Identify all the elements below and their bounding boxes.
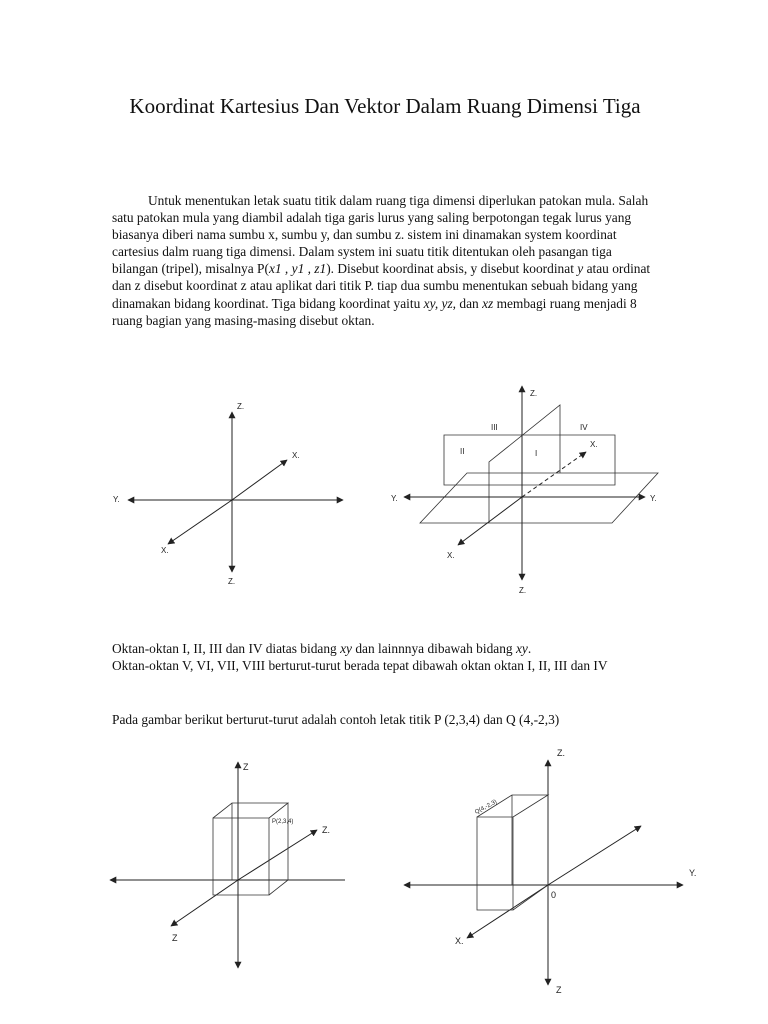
figure-point-p <box>110 762 345 968</box>
fig2-label-z-bottom: Z. <box>519 586 527 595</box>
fig4-label-point-q: Q(4,-2,3) <box>474 799 499 816</box>
fig3-box-side <box>269 803 288 895</box>
octant-line-1-text-a: Oktan-oktan I, II, III dan IV diatas bidang <box>112 641 341 656</box>
fig2-label-octant-I: I <box>535 449 538 458</box>
octant-line-2: Oktan-oktan V, VI, VII, VIII berturut-turut berada tepat dibawah oktan oktan I, II, III dan IV <box>112 658 608 674</box>
fig3-diag-axis-neg <box>171 880 238 926</box>
fig2-label-y-right: Y. <box>650 494 657 503</box>
fig1-label-x-neg: X. <box>161 546 169 555</box>
fig4-label-origin: 0 <box>551 890 557 900</box>
fig2-label-y-left: Y. <box>391 494 398 503</box>
fig2-x-axis-neg <box>458 497 522 545</box>
intro-text-5: membagi ruang menjadi 8 ruang bagian yang masing-masing disebut oktan. <box>112 295 637 328</box>
fig2-label-octant-III: III <box>491 423 498 432</box>
fig4-label-z-bottom: Z <box>556 985 562 995</box>
fig2-x-axis-pos <box>522 452 586 497</box>
fig1-label-z-bottom: Z. <box>228 577 236 586</box>
fig4-diag-axis-pos <box>548 826 641 885</box>
fig4-box-front <box>477 817 513 910</box>
fig4-box-side <box>513 795 548 910</box>
fig2-label-octant-IV: IV <box>580 423 588 432</box>
fig1-label-x: X. <box>292 451 300 460</box>
y-variable: y <box>577 261 584 277</box>
intro-text-3: atau ordinat dan z disebut koordinat z atau aplikat dari titik P. tiap dua sumbu menentukan sebuah bidang yang dinamakan bidang koordinat. Tiga bidang koordinat yaitu <box>112 261 651 311</box>
fig1-x-axis-pos <box>232 460 287 500</box>
fig3-box-front <box>213 818 269 895</box>
point-coordinates: x1 , y1 , z1 <box>268 261 327 277</box>
octant-description <box>112 640 660 675</box>
octant-line-1-plane: xy <box>340 641 352 656</box>
example-description: Pada gambar berikut berturut-turut adalah contoh letak titik P (2,3,4) dan Q (4,-2,3) <box>112 712 560 727</box>
fig3-label-point-p: P(2,3,4) <box>272 819 294 825</box>
figure-octants <box>391 386 658 595</box>
fig3-box-top <box>213 803 288 818</box>
fig3-label-z-right: Z. <box>322 825 330 835</box>
fig1-label-z-top: Z. <box>237 402 245 411</box>
fig4-label-z-top: Z. <box>557 748 565 758</box>
intro-text-2: ). Disebut koordinat absis, y disebut koordinat <box>326 261 578 277</box>
fig2-xz-plane <box>489 405 560 523</box>
plane-xz: xz <box>482 295 494 311</box>
octant-line-1-end: . <box>527 641 532 656</box>
fig1-x-axis-neg <box>168 500 232 544</box>
figure-point-q <box>404 748 696 995</box>
intro-text-1: Untuk menentukan letak suatu titik dalam ruang tiga dimensi diperlukan patokan mula. Salah satu patokan mula yang diambil adalah tiga garis lurus yang saling berpotongan tegak lurus yang biasanya diberi nama sumbu x, sumbu y, dan sumbu z. sistem ini dinamakan system koordinat cartesius dalm ruang tiga dimensi. Dalam system ini suatu titik ditentukan oleh pasangan tiga bilangan (tripel), misalnya P( <box>112 193 649 277</box>
fig2-xy-plane <box>420 473 658 523</box>
fig1-label-y: Y. <box>113 495 120 504</box>
fig3-label-z-top: Z <box>243 762 249 772</box>
fig4-label-y: Y. <box>689 868 697 878</box>
intro-text-4: dan <box>456 295 483 311</box>
fig4-label-x: X. <box>455 936 464 946</box>
octant-line-1-text-b: dan lainnnya dibawah bidang <box>351 641 516 656</box>
fig2-label-octant-II: II <box>460 447 465 456</box>
fig2-label-z-top: Z. <box>530 389 538 398</box>
page-title: Koordinat Kartesius Dan Vektor Dalam Ruang Dimensi Tiga <box>129 94 641 118</box>
octant-line-1-plane-2: xy <box>515 641 528 656</box>
fig2-label-x-neg: X. <box>447 551 455 560</box>
fig3-label-z-left: Z <box>172 933 178 943</box>
fig3-diag-axis-pos <box>238 830 317 880</box>
figure-axes-basic <box>113 402 343 586</box>
fig2-label-x: X. <box>590 440 598 449</box>
coordinate-planes: xy, yz, <box>423 295 457 311</box>
octant-line-1 <box>112 640 660 657</box>
fig4-x-axis <box>467 885 548 938</box>
